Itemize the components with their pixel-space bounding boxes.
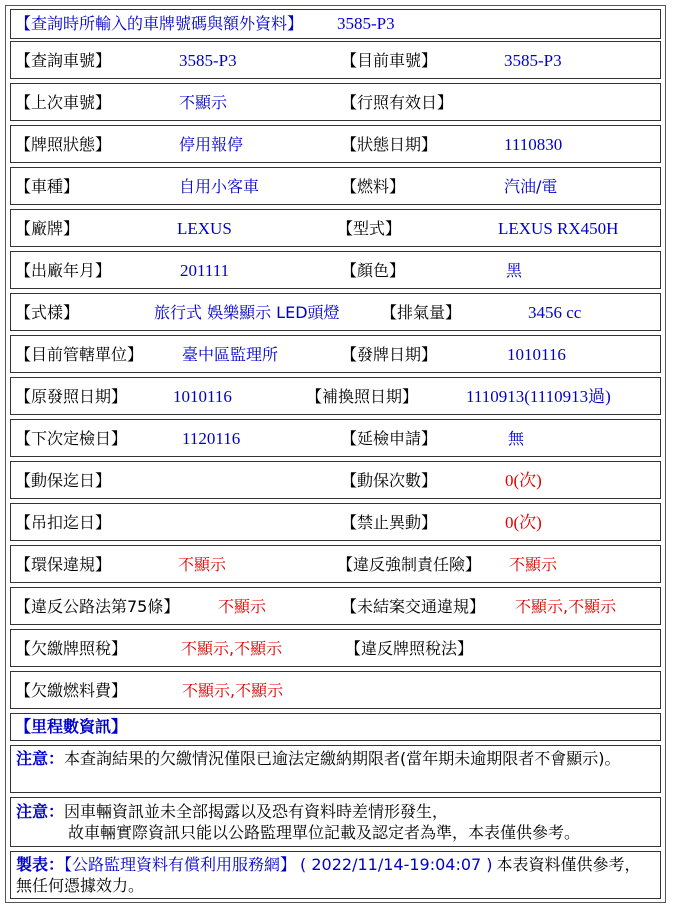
notice-1-text: 本查詢結果的欠繳情況僅限已逾法定繳納期限者(當年期未逾期限者不會顯示)。 xyxy=(64,749,621,768)
insurance-violation-value: 不顯示 xyxy=(509,555,558,574)
query-header-label: 【查詢時所輸入的車牌號碼與額外資料】 xyxy=(15,14,304,33)
model-value: LEXUS RX450H xyxy=(498,219,619,238)
notice-2-line2: 故車輛實際資訊只能以公路監理單位記載及認定者為準，本表僅供參考。 xyxy=(68,823,581,842)
style-label: 【式樣】 xyxy=(15,303,80,322)
replacement-license-date-label: 【補換照日期】 xyxy=(306,387,419,406)
notice-1-label: 注意： xyxy=(16,749,65,768)
highway-law-75-value: 不顯示 xyxy=(218,597,267,616)
manufacture-date-label: 【出廠年月】 xyxy=(15,261,112,280)
notice-2-row xyxy=(10,797,661,847)
status-date-value: 1110830 xyxy=(504,135,563,154)
color-value: 黑 xyxy=(506,261,523,280)
unpaid-fuel-fee-label: 【欠繳燃料費】 xyxy=(15,681,128,700)
movable-pledge-until-label: 【動保迄日】 xyxy=(15,471,112,490)
notice-1-row xyxy=(10,745,661,793)
notice-2 xyxy=(16,801,655,843)
footer-timestamp: ( 2022/11/14-19:04:07 ) xyxy=(300,855,493,874)
jurisdiction-value: 臺中區監理所 xyxy=(182,345,279,364)
issue-date-label: 【發牌日期】 xyxy=(341,345,438,364)
unsettled-traffic-value: 不顯示,不顯示 xyxy=(515,597,617,616)
movable-pledge-count-label: 【動保次數】 xyxy=(341,471,438,490)
vehicle-type-value: 自用小客車 xyxy=(179,177,260,196)
row-plates xyxy=(10,41,661,79)
row-revocation xyxy=(10,503,661,541)
displacement-label: 【排氣量】 xyxy=(381,303,462,322)
manufacture-date-value: 201111 xyxy=(180,261,230,280)
model-label: 【型式】 xyxy=(337,219,402,238)
brand-label: 【廠牌】 xyxy=(15,219,80,238)
revocation-until-label: 【吊扣迄日】 xyxy=(15,513,112,532)
brand-value: LEXUS xyxy=(177,219,232,238)
query-header-row xyxy=(10,9,661,39)
unsettled-traffic-label: 【未結案交通違規】 xyxy=(341,597,486,616)
plate-status-value: 停用報停 xyxy=(179,135,244,154)
footer-source: 【公路監理資料有償利用服務網】 xyxy=(64,855,297,874)
transfer-ban-label: 【禁止異動】 xyxy=(341,513,438,532)
previous-plate-value: 不顯示 xyxy=(179,93,228,112)
query-plate-value: 3585-P3 xyxy=(179,51,237,70)
row-movable-pledge xyxy=(10,461,661,499)
row-license-dates xyxy=(10,377,661,415)
row-jurisdiction xyxy=(10,335,661,373)
next-inspection-value: 1120116 xyxy=(182,429,241,448)
mileage-label: 【里程數資訊】 xyxy=(15,717,128,736)
footer-text: 本表資料僅供參考，無任何憑據效力。 xyxy=(16,855,641,895)
unpaid-license-tax-label: 【欠繳牌照稅】 xyxy=(15,639,128,658)
row-previous-plate xyxy=(10,83,661,121)
jurisdiction-label: 【目前管轄單位】 xyxy=(15,345,144,364)
row-vehicle-type xyxy=(10,167,661,205)
env-violation-label: 【環保違規】 xyxy=(15,555,112,574)
env-violation-value: 不顯示 xyxy=(178,555,227,574)
row-license-tax xyxy=(10,629,661,667)
next-inspection-label: 【下次定檢日】 xyxy=(15,429,128,448)
original-license-date-value: 1010116 xyxy=(173,387,232,406)
insurance-violation-label: 【違反強制責任險】 xyxy=(337,555,482,574)
row-fuel-fee xyxy=(10,671,661,709)
unpaid-fuel-fee-value: 不顯示,不顯示 xyxy=(182,681,284,700)
status-date-label: 【狀態日期】 xyxy=(341,135,438,154)
row-brand xyxy=(10,209,661,247)
notice-2-label: 注意： xyxy=(16,802,65,821)
replacement-license-date-value: 1110913(1110913過) xyxy=(466,387,611,406)
row-violations-1 xyxy=(10,545,661,583)
mileage-row xyxy=(10,713,661,741)
license-tax-violation-label: 【違反牌照稅法】 xyxy=(345,639,474,658)
inspection-extension-label: 【延檢申請】 xyxy=(341,429,438,448)
row-plate-status xyxy=(10,125,661,163)
plate-status-label: 【牌照狀態】 xyxy=(15,135,112,154)
row-violations-2 xyxy=(10,587,661,625)
footer-note xyxy=(16,854,655,896)
current-plate-value: 3585-P3 xyxy=(504,51,562,70)
issue-date-value: 1010116 xyxy=(507,345,566,364)
row-style xyxy=(10,293,661,331)
query-plate-label: 【查詢車號】 xyxy=(15,51,112,70)
displacement-value: 3456 cc xyxy=(528,303,582,322)
vehicle-type-label: 【車種】 xyxy=(15,177,80,196)
license-valid-date-label: 【行照有效日】 xyxy=(341,93,454,112)
notice-1 xyxy=(16,748,655,769)
movable-pledge-count-value: 0(次) xyxy=(505,471,542,490)
footer-row xyxy=(10,851,661,899)
style-value: 旅行式 娛樂顯示 LED頭燈 xyxy=(154,303,340,322)
footer-label: 製表： xyxy=(16,855,65,874)
color-label: 【顏色】 xyxy=(341,261,406,280)
unpaid-license-tax-value: 不顯示,不顯示 xyxy=(181,639,283,658)
fuel-label: 【燃料】 xyxy=(341,177,406,196)
highway-law-75-label: 【違反公路法第75條】 xyxy=(15,597,180,616)
notice-2-line1: 因車輛資訊並未全部揭露以及恐有資料時差情形發生， xyxy=(64,802,449,821)
row-manufacture xyxy=(10,251,661,289)
previous-plate-label: 【上次車號】 xyxy=(15,93,112,112)
row-inspection xyxy=(10,419,661,457)
transfer-ban-value: 0(次) xyxy=(505,513,542,532)
original-license-date-label: 【原發照日期】 xyxy=(15,387,128,406)
report-frame xyxy=(5,5,666,903)
fuel-value: 汽油/電 xyxy=(504,177,558,196)
current-plate-label: 【目前車號】 xyxy=(341,51,438,70)
inspection-extension-value: 無 xyxy=(508,429,525,448)
query-header-value: 3585-P3 xyxy=(337,14,395,33)
